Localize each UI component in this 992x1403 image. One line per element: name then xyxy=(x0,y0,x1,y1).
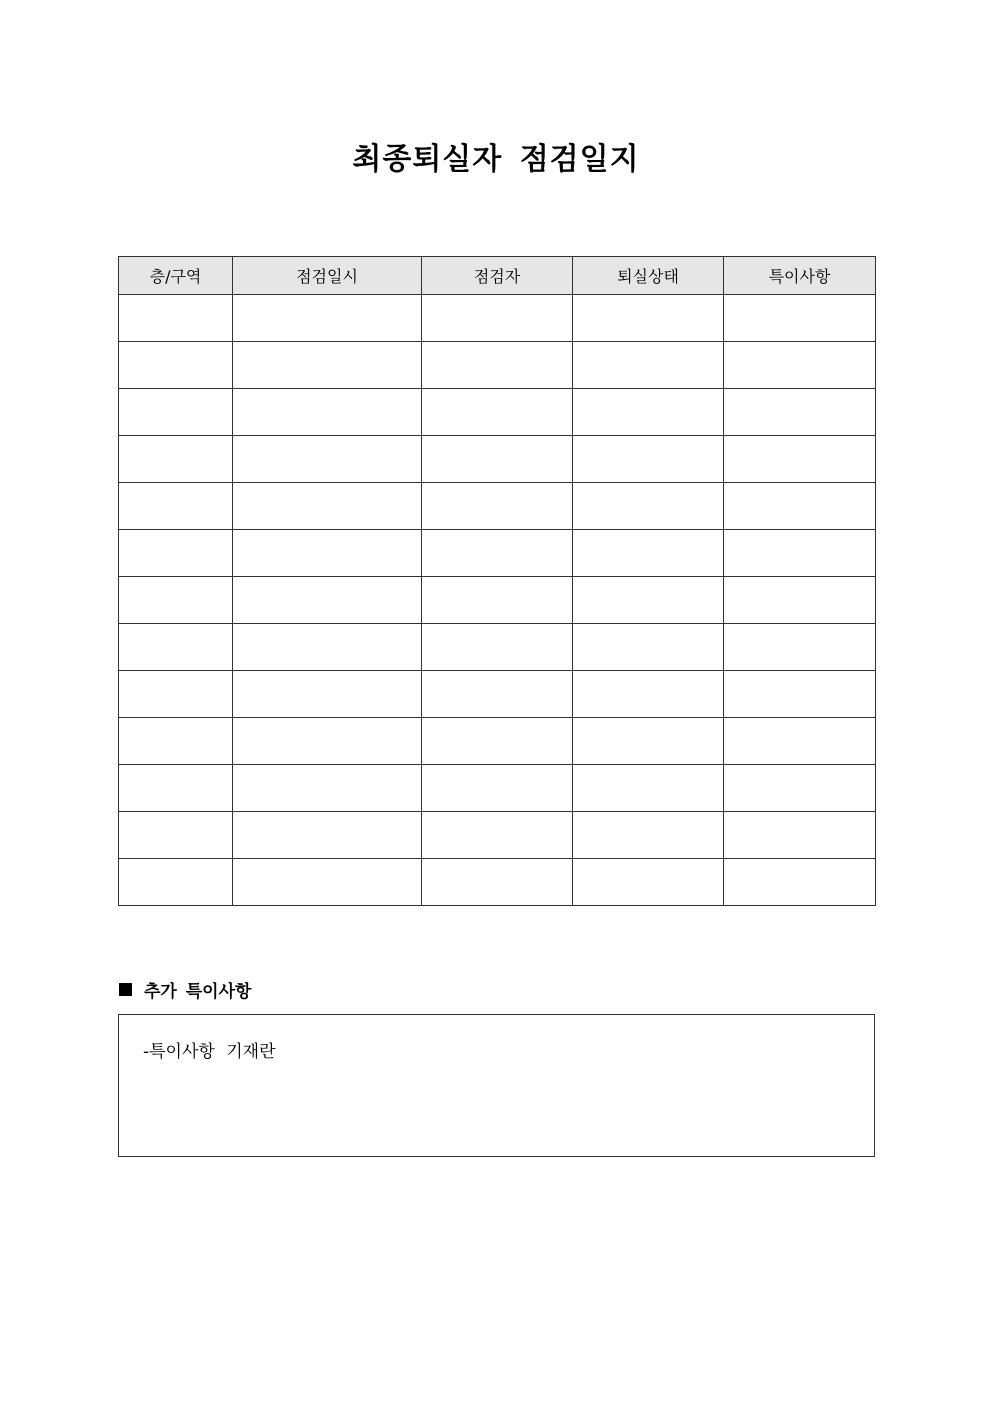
cell-remarks[interactable] xyxy=(724,530,876,577)
table-row xyxy=(119,624,876,671)
cell-floor-zone[interactable] xyxy=(119,859,233,906)
cell-inspector[interactable] xyxy=(422,436,573,483)
header-checkout-status: 퇴실상태 xyxy=(573,257,724,295)
table-header-row xyxy=(119,257,876,295)
table-row xyxy=(119,859,876,906)
table-row xyxy=(119,530,876,577)
cell-remarks[interactable] xyxy=(724,812,876,859)
table-body xyxy=(119,295,876,906)
table-row xyxy=(119,671,876,718)
cell-remarks[interactable] xyxy=(724,718,876,765)
cell-inspection-datetime[interactable] xyxy=(233,812,422,859)
cell-floor-zone[interactable] xyxy=(119,577,233,624)
cell-checkout-status[interactable] xyxy=(573,483,724,530)
table-row xyxy=(119,483,876,530)
cell-inspection-datetime[interactable] xyxy=(233,436,422,483)
cell-checkout-status[interactable] xyxy=(573,765,724,812)
cell-inspection-datetime[interactable] xyxy=(233,577,422,624)
cell-floor-zone[interactable] xyxy=(119,436,233,483)
cell-inspector[interactable] xyxy=(422,577,573,624)
inspection-log-table xyxy=(118,256,876,906)
table-row xyxy=(119,295,876,342)
cell-floor-zone[interactable] xyxy=(119,295,233,342)
cell-checkout-status[interactable] xyxy=(573,812,724,859)
cell-remarks[interactable] xyxy=(724,859,876,906)
cell-inspection-datetime[interactable] xyxy=(233,718,422,765)
cell-inspection-datetime[interactable] xyxy=(233,530,422,577)
cell-inspection-datetime[interactable] xyxy=(233,342,422,389)
cell-inspector[interactable] xyxy=(422,483,573,530)
cell-remarks[interactable] xyxy=(724,295,876,342)
header-remarks: 특이사항 xyxy=(724,257,876,295)
cell-floor-zone[interactable] xyxy=(119,342,233,389)
cell-remarks[interactable] xyxy=(724,483,876,530)
table-row xyxy=(119,718,876,765)
cell-inspector[interactable] xyxy=(422,718,573,765)
cell-floor-zone[interactable] xyxy=(119,530,233,577)
cell-inspector[interactable] xyxy=(422,859,573,906)
cell-checkout-status[interactable] xyxy=(573,389,724,436)
notes-box[interactable] xyxy=(118,1014,875,1157)
cell-inspection-datetime[interactable] xyxy=(233,295,422,342)
table-row xyxy=(119,812,876,859)
cell-checkout-status[interactable] xyxy=(573,436,724,483)
cell-remarks[interactable] xyxy=(724,389,876,436)
cell-remarks[interactable] xyxy=(724,342,876,389)
cell-checkout-status[interactable] xyxy=(573,530,724,577)
cell-inspection-datetime[interactable] xyxy=(233,859,422,906)
cell-remarks[interactable] xyxy=(724,765,876,812)
table-row xyxy=(119,577,876,624)
cell-remarks[interactable] xyxy=(724,577,876,624)
cell-remarks[interactable] xyxy=(724,624,876,671)
cell-floor-zone[interactable] xyxy=(119,812,233,859)
cell-inspector[interactable] xyxy=(422,295,573,342)
cell-checkout-status[interactable] xyxy=(573,577,724,624)
header-floor-zone: 층/구역 xyxy=(119,257,233,295)
cell-checkout-status[interactable] xyxy=(573,671,724,718)
cell-inspector[interactable] xyxy=(422,389,573,436)
document-title: 최종퇴실자 점검일지 xyxy=(352,142,640,177)
cell-inspector[interactable] xyxy=(422,765,573,812)
cell-inspector[interactable] xyxy=(422,624,573,671)
table-row xyxy=(119,765,876,812)
notes-section-heading xyxy=(119,977,251,1002)
cell-floor-zone[interactable] xyxy=(119,483,233,530)
cell-inspector[interactable] xyxy=(422,671,573,718)
cell-floor-zone[interactable] xyxy=(119,389,233,436)
cell-checkout-status[interactable] xyxy=(573,295,724,342)
cell-checkout-status[interactable] xyxy=(573,859,724,906)
header-inspector: 점검자 xyxy=(422,257,573,295)
cell-inspector[interactable] xyxy=(422,342,573,389)
cell-checkout-status[interactable] xyxy=(573,718,724,765)
table-row xyxy=(119,389,876,436)
cell-inspection-datetime[interactable] xyxy=(233,765,422,812)
cell-inspection-datetime[interactable] xyxy=(233,624,422,671)
cell-inspection-datetime[interactable] xyxy=(233,389,422,436)
cell-checkout-status[interactable] xyxy=(573,342,724,389)
cell-floor-zone[interactable] xyxy=(119,671,233,718)
table-row xyxy=(119,342,876,389)
notes-heading-text: 추가 특이사항 xyxy=(144,982,252,1002)
cell-inspection-datetime[interactable] xyxy=(233,483,422,530)
cell-floor-zone[interactable] xyxy=(119,718,233,765)
header-inspection-datetime: 점검일시 xyxy=(233,257,422,295)
cell-inspector[interactable] xyxy=(422,812,573,859)
table-row xyxy=(119,436,876,483)
cell-floor-zone[interactable] xyxy=(119,624,233,671)
notes-placeholder: -특이사항 기재란 xyxy=(143,1042,276,1062)
square-icon xyxy=(119,983,132,996)
cell-inspection-datetime[interactable] xyxy=(233,671,422,718)
cell-floor-zone[interactable] xyxy=(119,765,233,812)
cell-remarks[interactable] xyxy=(724,436,876,483)
cell-inspector[interactable] xyxy=(422,530,573,577)
cell-checkout-status[interactable] xyxy=(573,624,724,671)
cell-remarks[interactable] xyxy=(724,671,876,718)
